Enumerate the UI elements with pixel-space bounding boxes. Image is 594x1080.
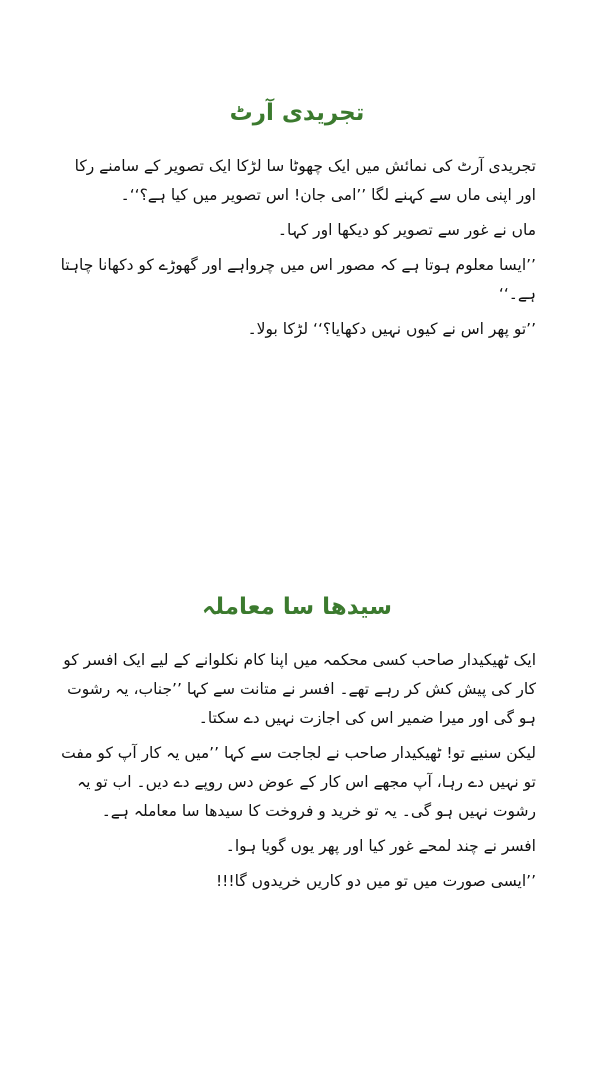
story-paragraph: افسر نے چند لمحے غور کیا اور پھر یوں گویا ہوا۔ bbox=[225, 837, 536, 855]
story-paragraph: لیکن سنیے تو! ٹھیکیدار صاحب نے لجاجت سے کہا ’’میں یہ کار آپ کو مفت تو نہیں دے رہا، آپ مجھے اس کار کے عوض دس روپے دے دیں۔ اب تو یہ رشوت نہیں ہو گی۔ یہ تو خرید و فروخت کا سیدھا سا معاملہ ہے۔ bbox=[61, 744, 536, 820]
story-paragraph: ’’ایسا معلوم ہوتا ہے کہ مصور اس میں چرواہے اور گھوڑے کو دکھانا چاہتا ہے۔‘‘ bbox=[60, 256, 536, 303]
story-abstract-art bbox=[58, 96, 536, 350]
story-paragraph: ’’ایسی صورت میں تو میں دو کاریں خریدوں گا!!! bbox=[215, 872, 536, 890]
story-paragraph: تجریدی آرٹ کی نمائش میں ایک چھوٹا سا لڑکا ایک تصویر کے سامنے رکا اور اپنی ماں سے کہنے لگا ’’امی جان! اس تصویر میں کیا ہے؟‘‘۔ bbox=[74, 157, 536, 204]
story-title: سیدھا سا معاملہ bbox=[201, 594, 393, 620]
story-title: تجریدی آرٹ bbox=[229, 100, 365, 126]
story-simple-deal bbox=[58, 590, 536, 902]
story-paragraph: ’’تو پھر اس نے کیوں نہیں دکھایا؟‘‘ لڑکا بولا۔ bbox=[247, 320, 536, 338]
story-paragraph: ایک ٹھیکیدار صاحب کسی محکمہ میں اپنا کام نکلوانے کے لیے ایک افسر کو کار کی پیش کش کر رہے تھے۔ افسر نے متانت سے کہا ’’جناب، یہ رشوت ہو گی اور میرا ضمیر اس کی اجازت نہیں دے سکتا۔ bbox=[63, 651, 536, 727]
story-paragraph: ماں نے غور سے تصویر کو دیکھا اور کہا۔ bbox=[277, 221, 536, 239]
